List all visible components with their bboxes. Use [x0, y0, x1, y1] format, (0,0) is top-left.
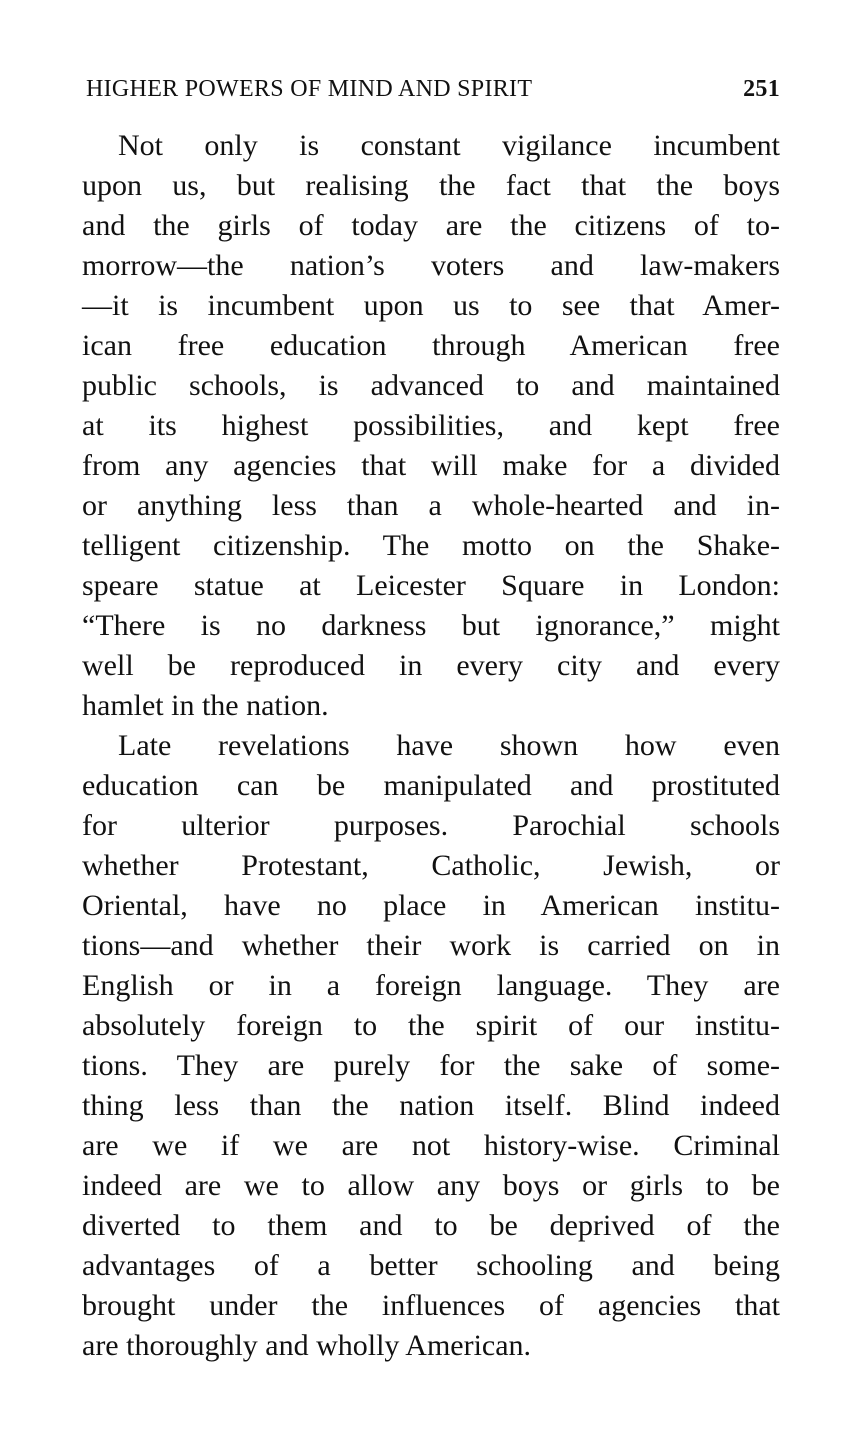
text-line: absolutely foreign to the spirit of our institu- [82, 1009, 780, 1042]
text-line: English or in a foreign language. They are [82, 969, 780, 1002]
running-header [86, 76, 780, 110]
text-line: tions. They are purely for the sake of some- [82, 1049, 780, 1082]
text-line: Oriental, have no place in American institu- [82, 889, 780, 922]
text-line: ican free education through American free [82, 329, 780, 362]
text-line: from any agencies that will make for a divided [82, 449, 780, 482]
text-line: advantages of a better schooling and being [82, 1249, 780, 1282]
text-line: upon us, but realising the fact that the boys [82, 169, 780, 202]
text-line: Late revelations have shown how even [118, 729, 780, 762]
page-number: 251 [743, 76, 780, 102]
text-line: and the girls of today are the citizens of to- [82, 209, 780, 242]
text-line: whether Protestant, Catholic, Jewish, or [82, 849, 780, 882]
text-line: telligent citizenship. The motto on the Shake- [82, 529, 780, 562]
running-title: HIGHER POWERS OF MIND AND SPIRIT [86, 76, 533, 102]
text-line: thing less than the nation itself. Blind indeed [82, 1089, 780, 1122]
page-body [82, 126, 780, 1366]
text-line: Not only is constant vigilance incumbent [118, 129, 780, 162]
paragraph [82, 126, 780, 726]
text-line: morrow—the nation’s voters and law-makers [82, 249, 780, 282]
text-line: public schools, is advanced to and maintained [82, 369, 780, 402]
text-line: for ulterior purposes. Parochial schools [82, 809, 780, 842]
text-line: diverted to them and to be deprived of the [82, 1209, 780, 1242]
paragraph [82, 726, 780, 1366]
text-line: hamlet in the nation. [82, 689, 329, 722]
text-line: well be reproduced in every city and every [82, 649, 780, 682]
text-line: are we if we are not history-wise. Criminal [82, 1129, 780, 1162]
text-line: education can be manipulated and prostituted [82, 769, 780, 802]
text-line: speare statue at Leicester Square in London: [82, 569, 780, 602]
text-line: indeed are we to allow any boys or girls to be [82, 1169, 780, 1202]
text-line: “There is no darkness but ignorance,” might [82, 609, 780, 642]
text-line: are thoroughly and wholly American. [82, 1329, 532, 1362]
text-line: —it is incumbent upon us to see that Amer- [82, 289, 780, 322]
text-line: tions—and whether their work is carried on in [82, 929, 780, 962]
text-line: or anything less than a whole-hearted and in- [82, 489, 780, 522]
text-line: brought under the influences of agencies that [82, 1289, 780, 1322]
text-line: at its highest possibilities, and kept free [82, 409, 780, 442]
